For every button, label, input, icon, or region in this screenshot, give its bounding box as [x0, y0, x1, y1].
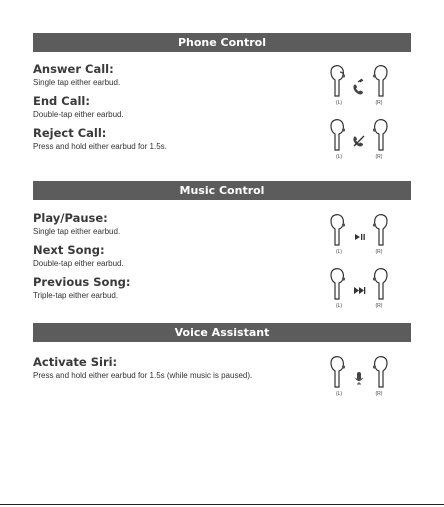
earbuds-reject-call-illustration [327, 117, 391, 159]
left-earbud-icon [331, 66, 345, 96]
reject-call-icon [353, 136, 364, 147]
right-label: (R) [375, 154, 383, 160]
next-song-heading: Next Song: [33, 243, 105, 257]
section-title-voice-assistant: Voice Assistant [33, 323, 411, 342]
right-earbud-icon [373, 269, 387, 299]
right-earbud-icon [373, 120, 387, 150]
left-earbud-icon [331, 120, 345, 150]
earbuds-answer-call-illustration [327, 63, 391, 105]
right-earbud-icon [373, 66, 387, 96]
reject-call-heading: Reject Call: [33, 126, 107, 140]
left-label: (L) [335, 391, 343, 397]
play-pause-icon [355, 234, 365, 240]
play-pause-desc: Single tap either earbud. [33, 227, 121, 236]
left-label: (L) [335, 249, 343, 255]
microphone-icon [356, 372, 363, 384]
end-call-heading: End Call: [33, 94, 90, 108]
activate-siri-desc: Press and hold either earbud for 1.5s (while music is paused). [33, 371, 253, 380]
skip-forward-icon [354, 287, 365, 294]
left-label: (L) [335, 154, 343, 160]
right-label: (R) [375, 391, 383, 397]
left-earbud-icon [331, 357, 345, 387]
reject-call-desc: Press and hold either earbud for 1.5s. [33, 142, 167, 151]
right-label: (R) [375, 100, 383, 106]
section-title-music-control: Music Control [33, 181, 411, 200]
answer-call-desc: Single tap either earbud. [33, 78, 121, 87]
end-call-desc: Double-tap either earbud. [33, 110, 124, 119]
left-label: (L) [335, 303, 343, 309]
next-song-desc: Double-tap either earbud. [33, 259, 124, 268]
earbuds-play-pause-illustration [327, 212, 391, 254]
section-title-phone-control: Phone Control [33, 33, 411, 52]
previous-song-desc: Triple-tap either earbud. [33, 291, 119, 300]
left-earbud-icon [331, 269, 345, 299]
answer-call-icon [353, 79, 363, 95]
earbuds-activate-siri-illustration [327, 354, 391, 396]
answer-call-heading: Answer Call: [33, 62, 114, 76]
right-earbud-icon [373, 357, 387, 387]
right-label: (R) [375, 249, 383, 255]
bottom-divider [0, 504, 444, 505]
right-earbud-icon [373, 215, 387, 245]
previous-song-heading: Previous Song: [33, 275, 131, 289]
activate-siri-heading: Activate Siri: [33, 355, 118, 369]
left-label: (L) [335, 100, 343, 106]
right-label: (R) [375, 303, 383, 309]
left-earbud-icon [331, 215, 345, 245]
earbuds-next-song-illustration [327, 266, 391, 308]
play-pause-heading: Play/Pause: [33, 211, 108, 225]
